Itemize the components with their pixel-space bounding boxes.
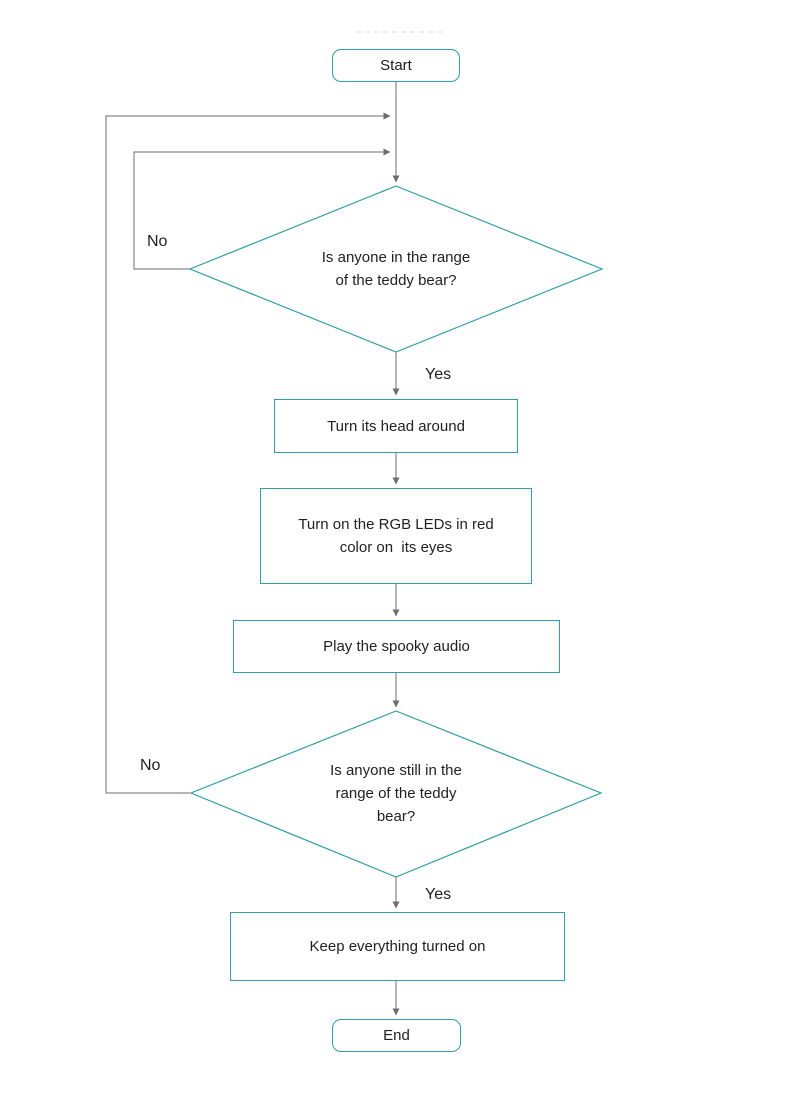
decision2-label: Is anyone still in the range of the teddy bear?	[330, 761, 462, 825]
node-process-keep-on[interactable]: Keep everything turned on	[230, 912, 565, 981]
node-process-turn-head[interactable]: Turn its head around	[274, 399, 518, 453]
node-start[interactable]	[332, 49, 460, 82]
decision1-label: Is anyone in the range of the teddy bear?	[321, 249, 471, 289]
decision2-shape[interactable]	[191, 711, 601, 877]
edge-label-decision2-no: No	[140, 757, 161, 774]
edge-label-decision1-no: No	[147, 233, 168, 250]
node-end[interactable]	[332, 1019, 461, 1052]
node-process-spooky-audio[interactable]: Play the spooky audio	[233, 620, 560, 673]
node-end-label: End	[383, 1027, 410, 1044]
node-start-label: Start	[380, 57, 412, 74]
decision1-shape[interactable]	[190, 186, 602, 352]
node-process-rgb-leds[interactable]: Turn on the RGB LEDs in red color on its eyes	[260, 488, 532, 584]
edge-label-decision1-yes: Yes	[425, 366, 452, 383]
edge-label-decision2-yes: Yes	[425, 886, 452, 903]
